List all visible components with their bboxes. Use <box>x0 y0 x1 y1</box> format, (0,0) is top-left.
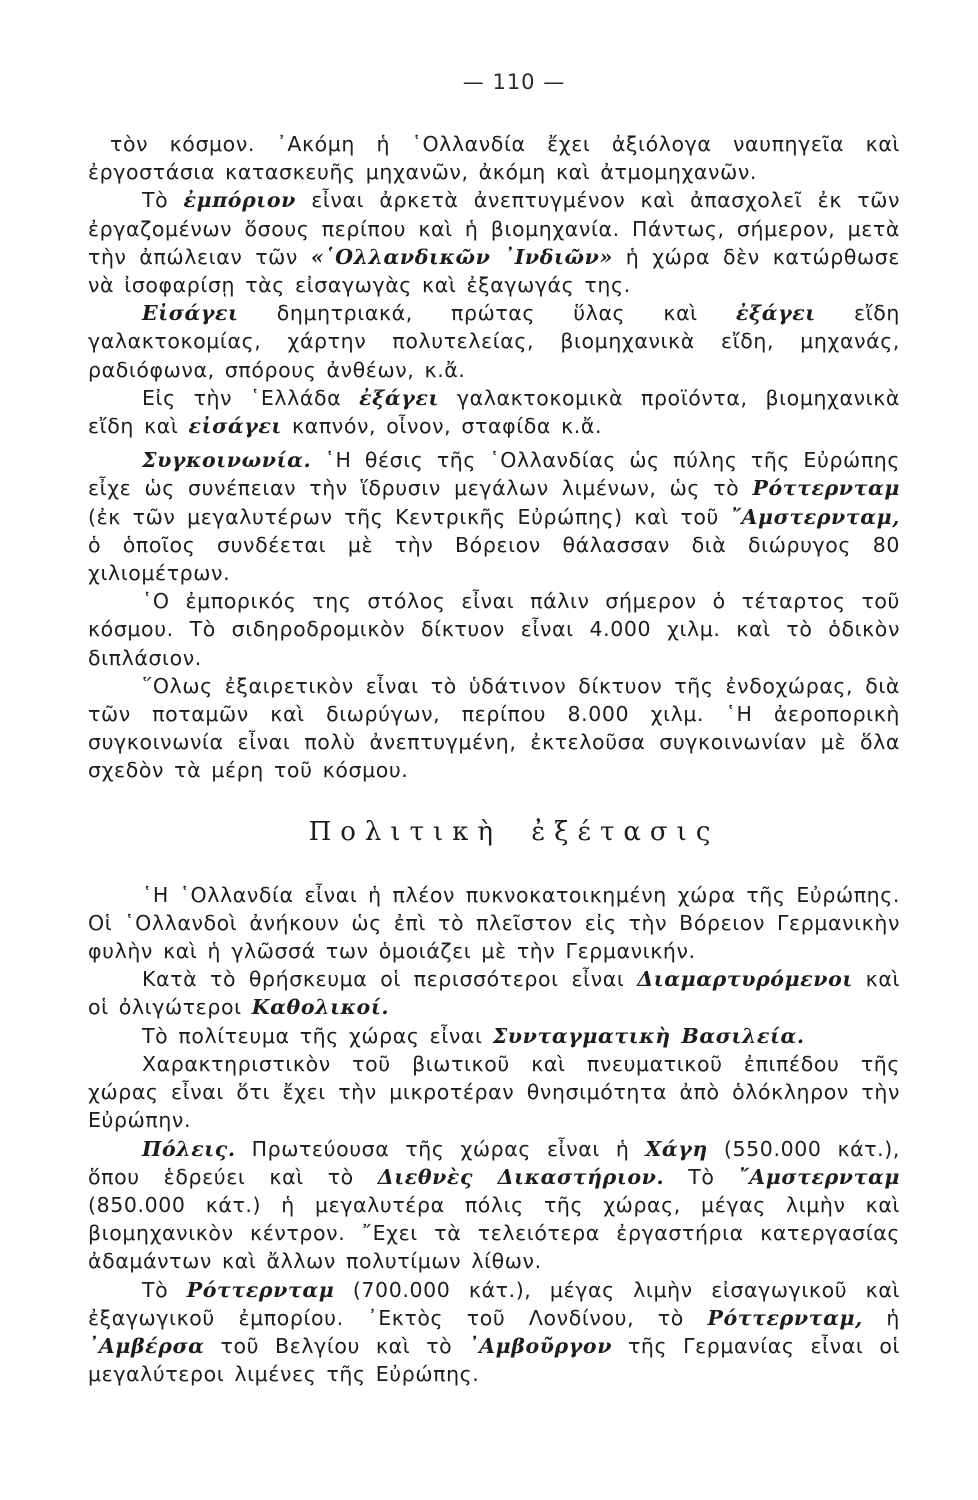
section-political <box>88 881 900 1389</box>
keyword-amsterdam: ῎Αμστερνταμ, <box>730 504 900 529</box>
paragraph-rotterdam-text: (700.000 κάτ.), μέγας λιμὴν εἰσαγωγικοῦ καὶ ἐξαγωγικοῦ ἐμπορίου. ᾿Εκτὸς τοῦ Λονδίνου, τὸ <box>88 1277 900 1330</box>
keyword-dutch-indies: «῾Ολλανδικῶν ᾿Ινδιῶν» <box>310 244 613 269</box>
keyword-imports: Εἰσάγει <box>142 301 239 326</box>
keyword-international-court: Διεθνὲς Δικαστήριον. <box>377 1164 665 1189</box>
paragraph-industry: τὸν κόσμον. ᾿Ακόμη ἡ ῾Ολλανδία ἔχει ἀξιόλογα ναυπηγεῖα καὶ ἐργοστάσια κατασκευῆς μηχανῶν, ἀκόμη καὶ ἀτμομηχανῶν. <box>88 132 900 185</box>
keyword-protestants: Διαμαρτυρόμενοι <box>637 967 853 992</box>
keyword-imports: εἰσάγει <box>188 414 282 439</box>
keyword-rotterdam: Ρόττερνταμ, <box>707 1305 863 1330</box>
paragraph-cities-text: (850.000 κάτ.) ἡ μεγαλυτέρα πόλις τῆς χώρας, μέγας λιμὴν καὶ βιομηχανικὸν κέντρον. ῎Εχει τὰ τελειότερα ἐργαστήρια κατεργασίας ἀδαμάντων καὶ ἄλλων πολυτίμων λίθων. <box>88 1192 900 1274</box>
paragraph-religion-text: Κατὰ τὸ θρήσκευμα οἱ περισσότεροι εἶναι <box>142 967 625 992</box>
keyword-exports: ἐξάγει <box>359 385 440 410</box>
keyword-hamburg: ᾿Αμβοῦργον <box>468 1333 613 1358</box>
paragraph-rotterdam <box>88 1276 900 1389</box>
paragraph-communication <box>88 446 900 587</box>
keyword-constitutional-monarchy: Συνταγματικὴ Βασιλεία. <box>492 1023 805 1048</box>
paragraph-cities-text: Πρωτεύουσα τῆς χώρας εἶναι ἡ <box>251 1136 630 1161</box>
paragraph-greece-text: γαλακτοκομικὰ προϊόντα, βιομηχανικὰ εἴδη καὶ <box>88 385 900 439</box>
keyword-trade: ἐμπόριον <box>183 188 296 213</box>
paragraph-greece-trade <box>88 384 900 440</box>
paragraph-imports-exports <box>88 299 900 384</box>
paragraph-living-standard: Χαρακτηριστικὸν τοῦ βιωτικοῦ καὶ πνευματικοῦ ἐπιπέδου τῆς χώρας εἶναι ὅτι ἔχει τὴν μικροτέραν θνησιμότητα ἀπὸ ὁλόκληρον τὴν Εὐρώπην. <box>88 1051 900 1133</box>
section-heading-political: Πολιτικὴ ἐξέτασις <box>308 816 720 847</box>
keyword-cities: Πόλεις. <box>142 1136 236 1161</box>
paragraph-waterways: ῞Ολως ἐξαιρετικὸν εἶναι τὸ ὑδάτινον δίκτυον τῆς ἐνδοχώρας, διὰ τῶν ποταμῶν καὶ διωρύγων, περίπου 8.000 χιλμ. ῾Η ἀεροπορικὴ συγκοινωνία εἶναι πολὺ ἀνεπτυγμένη, ἐκτελοῦσα συγκοινωνίαν μὲ ὅλα σχεδὸν τὰ μέρη τοῦ κόσμου. <box>88 673 900 783</box>
paragraph-religion-text: καὶ οἱ ὀλιγώτεροι <box>88 967 901 1020</box>
keyword-rotterdam: Ρόττερνταμ <box>752 476 901 501</box>
paragraph-greece-text: καπνόν, οἶνον, σταφίδα κ.ἄ. <box>292 414 603 439</box>
paragraph-rotterdam-text: τοῦ Βελγίου καὶ τὸ <box>220 1333 453 1358</box>
keyword-exports: ἐξάγει <box>735 301 816 326</box>
paragraph-cities-text: (550.000 κάτ.), ὅπου ἑδρεύει καὶ τὸ <box>88 1136 901 1189</box>
keyword-communication: Συγκοινωνία. <box>142 448 312 473</box>
paragraph-rotterdam-text: Τὸ <box>142 1277 169 1302</box>
paragraph-rotterdam-text: ἡ <box>886 1305 900 1330</box>
keyword-rotterdam: Ρόττερνταμ <box>186 1277 335 1302</box>
paragraph-communication-text: ῾Η θέσις τῆς ῾Ολλανδίας ὡς πύλης τῆς Εὐρώπης εἶχε ὡς συνέπειαν τὴν ἵδρυσιν μεγάλων λιμένων, ὡς τὸ <box>88 448 900 501</box>
paragraph-fleet-rail: ῾Ο ἐμπορικός της στόλος εἶναι πάλιν σήμερον ὁ τέταρτος τοῦ κόσμου. Τὸ σιδηροδρομικὸν δίκτυον εἶναι 4.000 χιλμ. καὶ τὸ ὁδικὸν διπλάσιον. <box>88 589 900 670</box>
paragraph-cities <box>88 1135 900 1276</box>
keyword-hague: Χάγη <box>645 1136 708 1161</box>
paragraph-population: ῾Η ῾Ολλανδία εἶναι ἡ πλέον πυκνοκατοικημένη χώρα τῆς Εὐρώπης. Οἱ ῾Ολλανδοὶ ἀνήκουν ὡς ἐπὶ τὸ πλεῖστον εἰς τὴν Βόρειον Γερμανικὴν φυλὴν καὶ ἡ γλῶσσά των ὁμοιάζει μὲ τὴν Γερμανικήν. <box>88 882 900 964</box>
paragraph-trade-text: Τὸ <box>142 188 169 213</box>
paragraph-trade <box>88 186 900 299</box>
paragraph-trade-text: ἡ χώρα δὲν κατώρθωσε νὰ ἰσοφαρίσῃ τὰς εἰσαγωγὰς καὶ ἐξαγωγάς της. <box>88 244 901 298</box>
paragraph-cities-text: Τὸ <box>688 1164 715 1189</box>
page-number: — 110 — <box>462 70 566 94</box>
paragraph-religion <box>88 965 900 1021</box>
paragraph-communication-text: ὁ ὁποῖος συνδέεται μὲ τὴν Βόρειον θάλασσαν διὰ διώρυγος 80 χιλιομέτρων. <box>88 532 900 586</box>
paragraph-trade-text: εἶναι ἀρκετὰ ἀνεπτυγμένον καὶ ἀπασχολεῖ ἐκ τῶν ἐργαζομένων ὅσους περίπου καὶ ἡ βιομηχανία. Πάντως, σήμερον, μετὰ τὴν ἀπώλειαν τῶν <box>88 188 901 269</box>
keyword-catholics: Καθολικοί. <box>251 995 390 1020</box>
keyword-amsterdam: ῎Αμστερνταμ <box>738 1164 900 1189</box>
paragraph-government <box>88 1022 900 1050</box>
keyword-antwerp: ᾿Αμβέρσα <box>88 1333 205 1358</box>
paragraph-imports-text: δημητριακά, πρώτας ὕλας καὶ <box>276 301 698 326</box>
paragraph-greece-text: Εἰς τὴν ῾Ελλάδα <box>142 385 342 410</box>
paragraph-rotterdam-text: τῆς Γερμανίας εἶναι οἱ μεγαλύτεροι λιμένες τῆς Εὐρώπης. <box>88 1333 901 1387</box>
paragraph-government-text: Τὸ πολίτευμα τῆς χώρας εἶναι <box>142 1023 483 1048</box>
section-economy <box>88 130 900 785</box>
paragraph-communication-text: (ἐκ τῶν μεγαλυτέρων τῆς Κεντρικῆς Εὐρώπης) καὶ τοῦ <box>88 504 719 529</box>
paragraph-imports-text: εἴδη γαλακτοκομίας, χάρτην πολυτελείας, βιομηχανικὰ εἴδη, μηχανάς, ραδιόφωνα, σπόρους ἀνθέων, κ.ἄ. <box>88 301 900 382</box>
